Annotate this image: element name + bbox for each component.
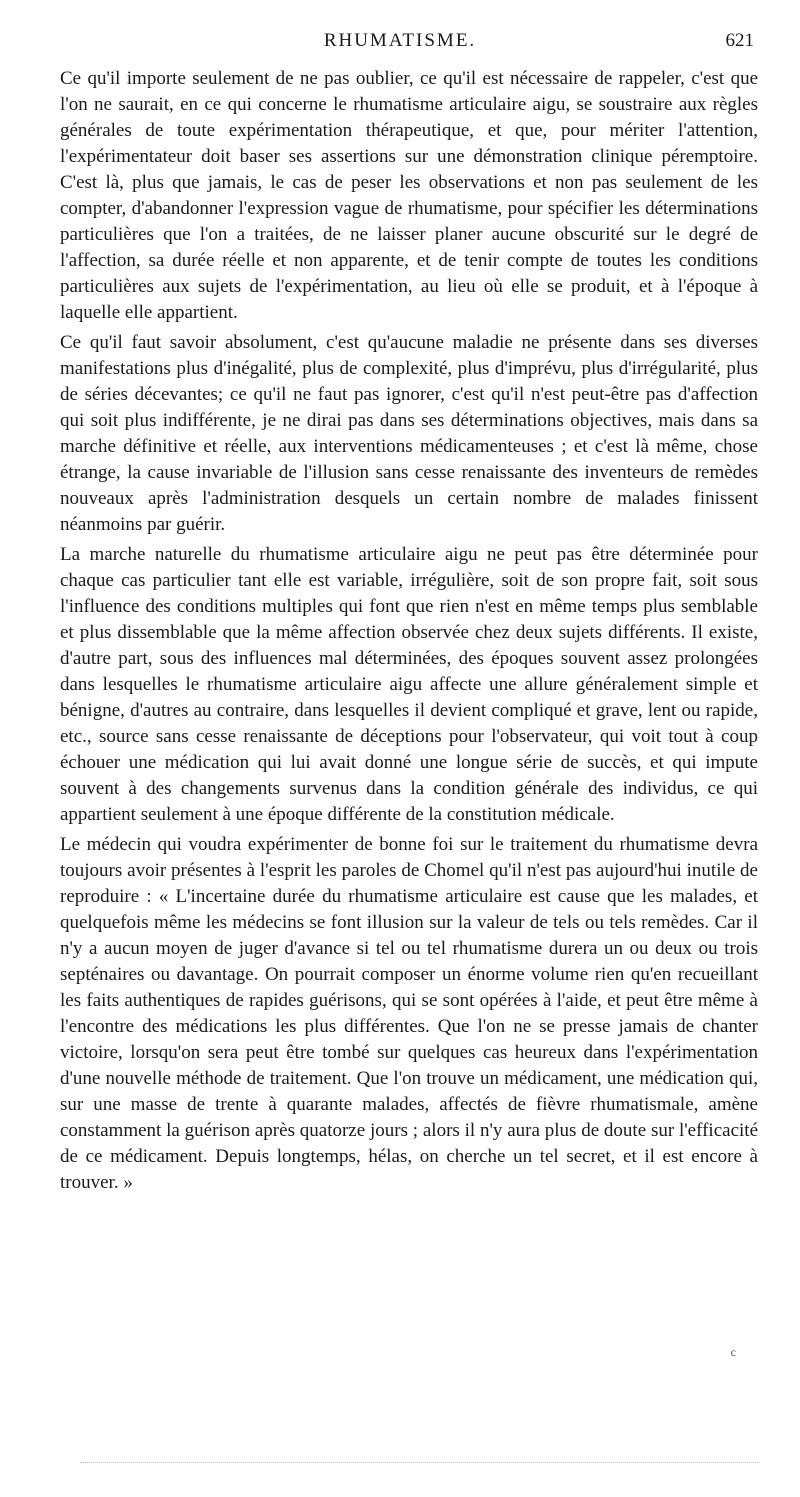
paragraph-4: Le médecin qui voudra expérimenter de bonne foi sur le traitement du rhumatisme devra toujours avoir présentes à l'esprit les paroles de Chomel qu'il n'est pas aujourd'hui inutile de reproduire : « L'incertaine durée du rhumatisme articulaire est cause que les malades, et quelquefois même les médecins se font illusion sur la valeur de tels ou tels remèdes. Car il n'y a aucun moyen de juger d'avance si tel ou tel rhumatisme durera un ou deux ou trois septénaires ou davantage. On pourrait composer un énorme volume rien qu'en recueillant les faits authentiques de rapides guérisons, qui se sont opérées à l'aide, et peut être même à l'encontre des médications les plus différentes. Que l'on ne se presse jamais de chanter victoire, lorsqu'on sera peut être tombé sur quelques cas heureux dans l'expérimentation d'une nouvelle méthode de traitement. Que l'on trouve un médicament, une médication qui, sur une masse de trente à quarante malades, affectés de fièvre rhumatismale, amène constamment la guérison après quatorze jours ; alors il n'y aura plus de doute sur l'efficacité de ce médicament. Depuis longtemps, hélas, on cherche un tel secret, et il est encore à trouver. » xyxy=(60,834,758,1193)
paragraph-1: Ce qu'il importe seulement de ne pas oublier, ce qu'il est nécessaire de rappeler, c'est que l'on ne saurait, en ce qui concerne le rhumatisme articulaire aigu, se soustraire aux règles générales de toute expérimentation thérapeutique, et que, pour mériter l'attention, l'expérimentateur doit baser ses assertions sur une démonstration clinique péremptoire. C'est là, plus que jamais, le cas de peser les observations et non pas seulement de les compter, d'abandonner l'expression vague de rhumatisme, pour spécifier les déterminations particulières que l'on a traitées, de ne laisser planer aucune obscurité sur le degré de l'affection, sa durée réelle et non apparente, et de tenir compte de toutes les conditions particulières aux sujets de l'expérimentation, au lieu où elle se produit, et à l'époque à laquelle elle appartient. xyxy=(60,68,758,323)
running-title: RHUMATISME. xyxy=(323,30,477,51)
body-text xyxy=(60,66,758,1200)
page-number: 621 xyxy=(725,30,754,51)
scan-artifact-line xyxy=(80,1462,760,1464)
paragraph-3: La marche naturelle du rhumatisme articulaire aigu ne peut pas être déterminée pour chaque cas particulier tant elle est variable, irrégulière, soit de son propre fait, soit sous l'influence des conditions multiples qui font que rien n'est en même temps plus semblable et plus dissemblable que la même affection observée chez deux sujets différents. Il existe, d'autre part, sous des influences mal déterminées, des époques souvent assez prolongées dans lesquelles le rhumatisme articulaire aigu affecte une allure généralement simple et bénigne, d'autres au contraire, dans lesquelles il devient compliqué et grave, lent ou rapide, etc., source sans cesse renaissante de déceptions pour l'observateur, qui voit tout à coup échouer une médication qui lui avait donné une longue série de succès, et qui impute souvent à des changements survenus dans la condition générale des individus, ce qui appartient seulement à une époque différente de la constitution médicale. xyxy=(60,544,758,825)
marginal-mark: c xyxy=(730,1345,736,1359)
running-header xyxy=(0,30,800,58)
paragraph-2: Ce qu'il faut savoir absolument, c'est qu'aucune maladie ne présente dans ses diverses manifestations plus d'inégalité, plus de complexité, plus d'imprévu, plus d'irrégularité, plus de séries décevantes; ce qu'il ne faut pas ignorer, c'est qu'il n'est peut-être pas d'affection qui soit plus indifférente, je ne dirai pas dans ses déterminations objectives, mais dans sa marche définitive et réelle, aux interventions médicamenteuses ; et c'est là même, chose étrange, la cause invariable de l'illusion sans cesse renaissante des inventeurs de remèdes nouveaux après l'administration desquels un certain nombre de malades finissent néanmoins par guérir. xyxy=(60,332,758,535)
